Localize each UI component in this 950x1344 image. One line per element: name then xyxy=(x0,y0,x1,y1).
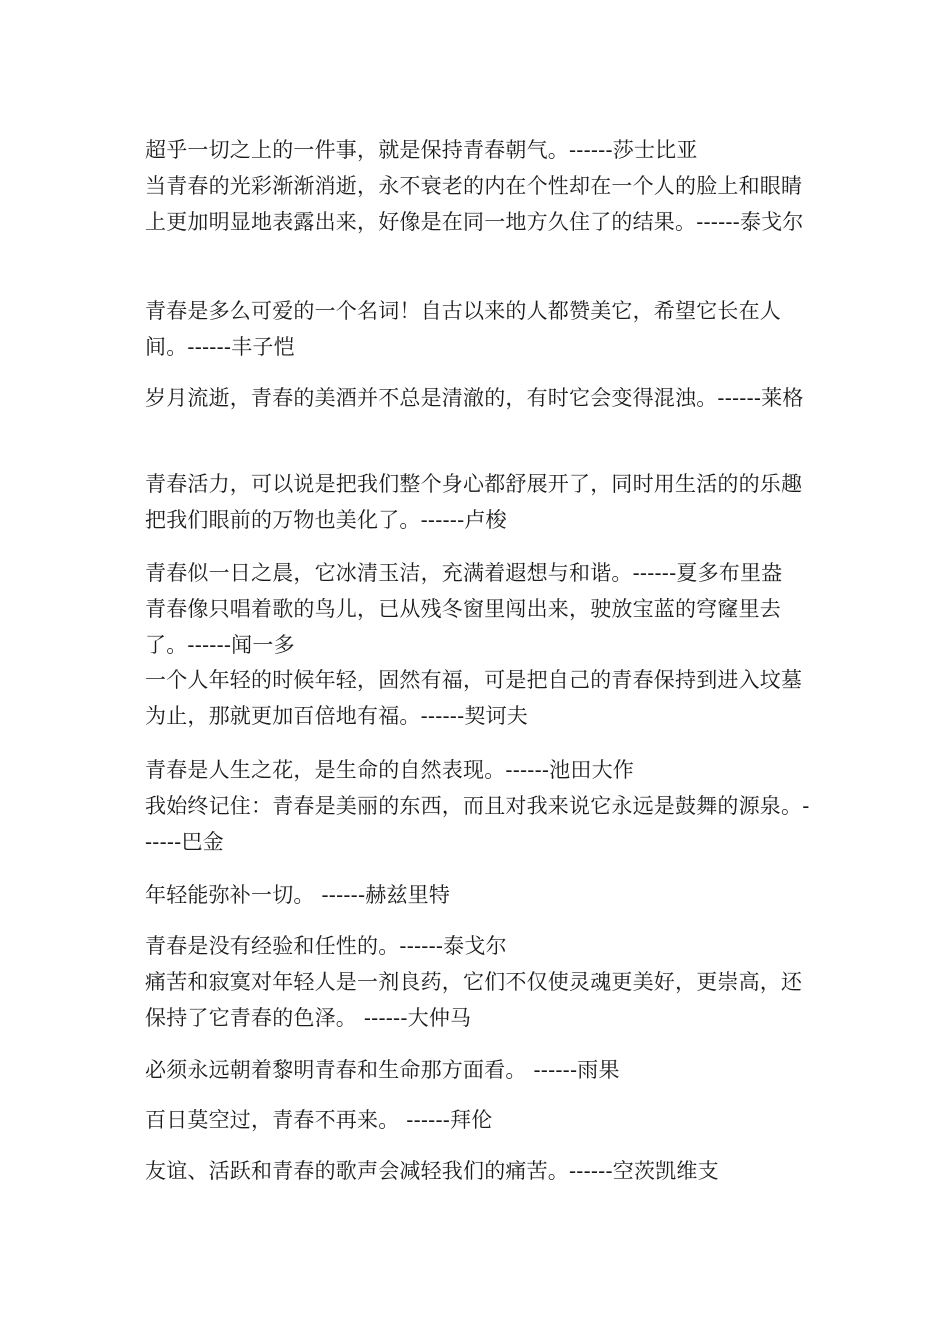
quote-text: 超乎一切之上的一件事，就是保持青春朝气。 xyxy=(145,138,569,162)
quote-text: 我始终记住：青春是美丽的东西，而且对我来说它永远是鼓舞的源泉。 xyxy=(145,794,803,818)
quote-paragraph xyxy=(145,1102,815,1138)
quote-paragraph xyxy=(145,752,815,788)
quote-paragraph xyxy=(145,293,815,365)
quote-author: ------拜伦 xyxy=(406,1108,493,1132)
quote-author: ------夏多布里盎 xyxy=(632,561,783,585)
quote-author: ------莎士比亚 xyxy=(569,138,698,162)
quote-author: ------巴金 xyxy=(145,794,810,854)
quote-text: 青春是没有经验和任性的。 xyxy=(145,934,400,958)
quote-text: 一个人年轻的时候年轻，固然有福，可是把自己的青春保持到进入坟墓为止，那就更加百倍地有福。 xyxy=(145,668,803,728)
quote-paragraph xyxy=(145,1153,815,1189)
quote-text: 当青春的光彩渐渐消逝，永不衰老的内在个性却在一个人的脸上和眼睛上更加明显地表露出来，好像是在同一地方久住了的结果。 xyxy=(145,174,803,234)
quote-author: ------闻一多 xyxy=(187,633,295,657)
quote-text: 年轻能弥补一切。 xyxy=(145,883,322,907)
quote-paragraph xyxy=(145,132,815,168)
quote-author: ------泰戈尔 xyxy=(399,934,507,958)
quote-paragraph xyxy=(145,466,815,538)
quote-author: ------莱格 xyxy=(717,386,804,410)
quote-paragraph xyxy=(145,555,815,591)
quote-paragraph xyxy=(145,1052,815,1088)
quote-paragraph xyxy=(145,964,815,1036)
quote-text: 青春是人生之花，是生命的自然表现。 xyxy=(145,758,506,782)
quote-author: ------雨果 xyxy=(533,1058,620,1082)
quote-author: ------卢梭 xyxy=(420,508,507,532)
quote-paragraph xyxy=(145,591,815,663)
quote-author: ------空茨凯维支 xyxy=(569,1159,719,1183)
quote-paragraph xyxy=(145,928,815,964)
quote-paragraph xyxy=(145,788,815,860)
quote-text: 青春活力，可以说是把我们整个身心都舒展开了，同时用生活的的乐趣把我们眼前的万物也美化了。 xyxy=(145,472,803,532)
quote-paragraph xyxy=(145,662,815,734)
quote-author: ------池田大作 xyxy=(505,758,634,782)
quote-paragraph xyxy=(145,380,815,416)
quote-text: 青春像只唱着歌的鸟儿，已从残冬窗里闯出来，驶放宝蓝的穹窿里去了。 xyxy=(145,597,781,657)
quote-text: 岁月流逝，青春的美酒并不总是清澈的，有时它会变得混浊。 xyxy=(145,386,718,410)
quote-text: 必须永远朝着黎明青春和生命那方面看。 xyxy=(145,1058,534,1082)
quote-paragraph xyxy=(145,168,815,240)
quote-paragraph xyxy=(145,877,815,913)
quote-text: 青春是多么可爱的一个名词！自古以来的人都赞美它，希望它长在人间。 xyxy=(145,299,781,359)
quote-author: ------丰子恺 xyxy=(187,335,295,359)
quote-author: ------大仲马 xyxy=(363,1006,472,1030)
quote-author: ------赫兹里特 xyxy=(321,883,451,907)
quote-author: ------契诃夫 xyxy=(420,704,528,728)
quote-author: ------泰戈尔 xyxy=(696,210,804,234)
quote-text: 百日莫空过，青春不再来。 xyxy=(145,1108,407,1132)
quote-text: 痛苦和寂寞对年轻人是一剂良药，它们不仅使灵魂更美好，更崇高，还保持了它青春的色泽。 xyxy=(145,970,803,1030)
quote-text: 友谊、活跃和青春的歌声会减轻我们的痛苦。 xyxy=(145,1159,569,1183)
quote-text: 青春似一日之晨，它冰清玉洁，充满着遐想与和谐。 xyxy=(145,561,633,585)
